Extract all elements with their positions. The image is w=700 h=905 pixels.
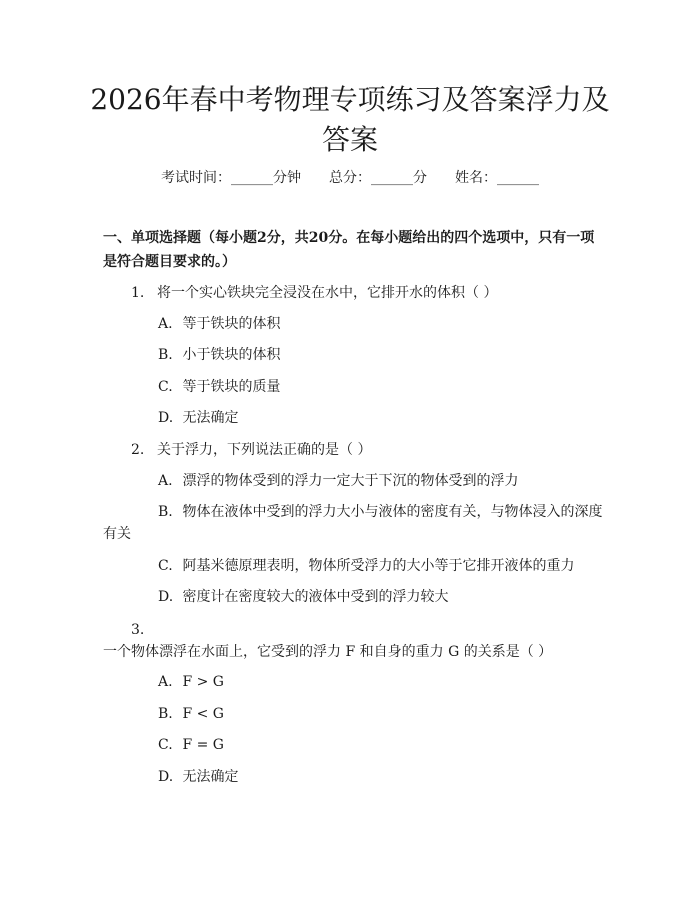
- student-name-label: 姓名：______: [455, 170, 539, 186]
- exam-meta: [0, 168, 700, 188]
- question-number: 3.: [131, 622, 145, 638]
- option-letter: B.: [158, 706, 173, 722]
- option-item: [158, 345, 598, 365]
- total-score-label: 总分：______分: [329, 170, 427, 186]
- option-letter: D.: [158, 589, 174, 605]
- option-item: [158, 314, 598, 334]
- option-item: [158, 556, 598, 576]
- option-letter: B.: [158, 347, 173, 363]
- option-item: [158, 408, 598, 428]
- question-text: 将一个实心铁块完全浸没在水中，它排开水的体积（ ）: [157, 285, 498, 301]
- option-item: [158, 587, 598, 607]
- option-item: [158, 471, 598, 491]
- option-text: 无法确定: [182, 769, 239, 785]
- option-text: 无法确定: [182, 410, 239, 426]
- option-item: [103, 501, 603, 545]
- option-text: 物体在液体中受到的浮力大小与液体的密度有关，与物体浸入的深度有关: [103, 504, 603, 542]
- question-text: 一个物体漂浮在水面上，它受到的浮力 F 和自身的重力 G 的关系是（ ）: [103, 644, 553, 660]
- section-heading: 一、单项选择题（每小题2分，共20分。在每小题给出的四个选项中，只有一项是符合题目要求的。）: [103, 230, 595, 270]
- option-letter: A.: [158, 473, 173, 489]
- option-item: [158, 672, 598, 692]
- option-text: 漂浮的物体受到的浮力一定大于下沉的物体受到的浮力: [182, 473, 519, 489]
- option-text: 密度计在密度较大的液体中受到的浮力较大: [182, 589, 449, 605]
- question-1: [103, 282, 603, 304]
- option-letter: B.: [158, 504, 173, 520]
- document-title: 2026年春中考物理专项练习及答案浮力及答案: [90, 83, 610, 156]
- question-text: 关于浮力，下列说法正确的是（ ）: [157, 442, 372, 458]
- option-letter: D.: [158, 769, 174, 785]
- option-letter: A.: [158, 316, 173, 332]
- option-text: F < G: [182, 706, 224, 722]
- option-text: 阿基米德原理表明，物体所受浮力的大小等于它排开液体的重力: [182, 558, 575, 574]
- option-text: 小于铁块的体积: [182, 347, 281, 363]
- option-letter: D.: [158, 410, 174, 426]
- option-item: [158, 704, 598, 724]
- option-text: F > G: [182, 674, 224, 690]
- option-item: [158, 735, 598, 755]
- question-number: 1.: [131, 285, 145, 301]
- option-item: [158, 767, 598, 787]
- question-2: [103, 439, 603, 461]
- question-number: 2.: [131, 442, 145, 458]
- option-text: 等于铁块的体积: [182, 316, 281, 332]
- option-text: F = G: [182, 737, 224, 753]
- exam-time-label: 考试时间：______分钟: [161, 170, 301, 186]
- option-letter: A.: [158, 674, 173, 690]
- option-letter: C.: [158, 379, 173, 395]
- option-text: 等于铁块的质量: [182, 379, 281, 395]
- option-letter: C.: [158, 737, 173, 753]
- option-item: [158, 377, 598, 397]
- question-3: [103, 619, 603, 663]
- option-letter: C.: [158, 558, 173, 574]
